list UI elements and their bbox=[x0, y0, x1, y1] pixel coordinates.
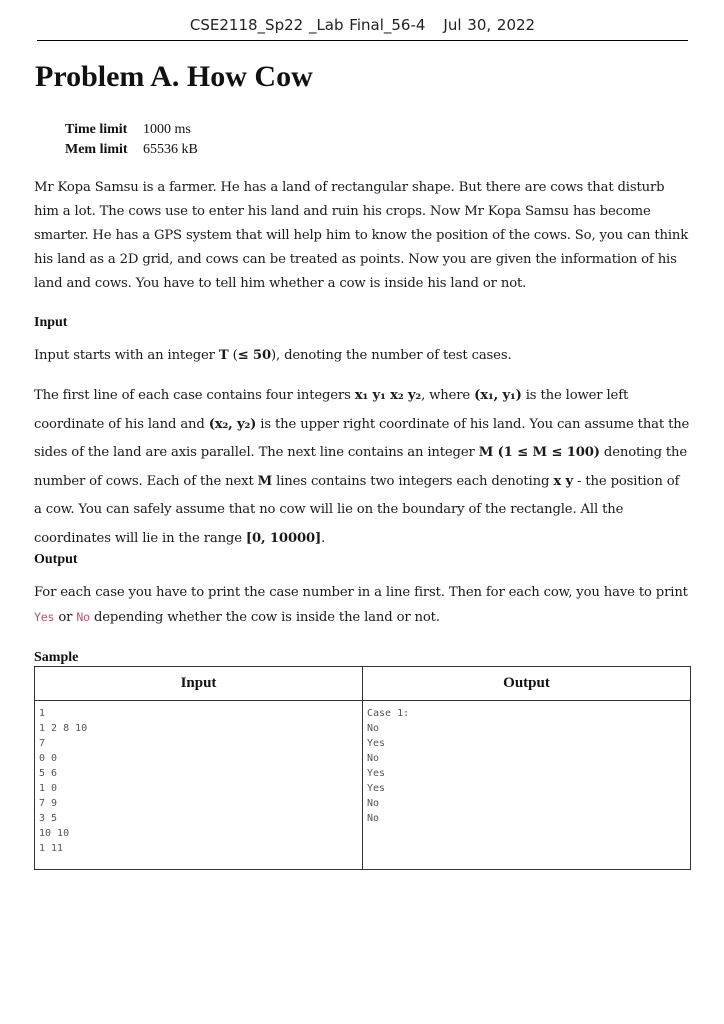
var-xy: x y bbox=[553, 473, 573, 489]
coord-range: [0, 10000] bbox=[245, 530, 322, 546]
no-code: No bbox=[76, 610, 90, 624]
text-run: Input starts with an integer bbox=[34, 348, 219, 363]
course-label: CSE2118_Sp22 _Lab Final_56-4 bbox=[189, 16, 426, 34]
text-run: , where bbox=[421, 388, 475, 403]
var-t: T bbox=[218, 348, 229, 363]
page-header bbox=[37, 16, 688, 41]
problem-title: Problem A. How Cow bbox=[35, 60, 313, 93]
var-m: M bbox=[257, 473, 273, 489]
text-run: ), denoting the number of test cases. bbox=[271, 348, 512, 363]
m-constraint: M (1 ≤ M ≤ 100) bbox=[478, 445, 600, 460]
var-coords: x₁ y₁ x₂ y₂ bbox=[354, 388, 422, 403]
text-run: lines contains two integers each denoting bbox=[272, 473, 554, 489]
date-label: Jul 30, 2022 bbox=[443, 16, 536, 34]
input-heading: Input bbox=[34, 315, 68, 330]
time-limit-row bbox=[65, 120, 198, 140]
text-run: - the position of a cow. You can safely assume that no cow will lie on the boundary of the rectangle. All the coordinates will lie in the range bbox=[34, 473, 680, 546]
sample-input-header: Input bbox=[35, 667, 363, 701]
output-heading: Output bbox=[34, 552, 78, 567]
problem-statement: Mr Kopa Samsu is a farmer. He has a land of rectangular shape. But there are cows that disturb him a lot. The cows use to enter his land and ruin his crops. Now Mr Kopa Samsu has become smarter. He has a GPS system that will help him to know the position of the cows. So, you can think his land as a 2D grid, and cows can be treated as points. Now you are given the information of his land and cows. You have to tell him whether a cow is inside his land or not. bbox=[34, 180, 689, 291]
text-run: The first line of each case contains four integers bbox=[34, 388, 355, 403]
sample-heading: Sample bbox=[34, 650, 79, 665]
mem-limit-value: 65536 kB bbox=[143, 142, 198, 157]
input-paragraph-2 bbox=[34, 382, 690, 553]
sample-input-cell bbox=[35, 701, 363, 870]
text-run: is the lower left coordinate of his land and bbox=[34, 388, 629, 432]
time-limit-label: Time limit bbox=[65, 122, 128, 137]
text-run: or bbox=[54, 610, 77, 625]
text-run: . bbox=[321, 530, 326, 546]
text-run: denoting the number of cows. Each of the next bbox=[34, 445, 688, 489]
mem-limit-row bbox=[65, 140, 198, 160]
text-run: ( bbox=[228, 348, 238, 363]
sample-output-cell bbox=[363, 701, 691, 870]
var-upper-right: (x₂, y₂) bbox=[208, 416, 257, 432]
input-paragraph-1 bbox=[34, 344, 690, 368]
limits-block bbox=[65, 120, 198, 160]
text-run: is the upper right coordinate of his land. You can assume that the sides of the land are axis parallel. The next line contains an integer bbox=[34, 416, 690, 460]
t-constraint: ≤ 50 bbox=[237, 348, 271, 363]
yes-code: Yes bbox=[34, 610, 55, 624]
text-run: For each case you have to print the case number in a line first. Then for each cow, you have to print bbox=[34, 585, 688, 600]
sample-output-text: Case 1: No Yes No Yes Yes No No bbox=[367, 708, 410, 824]
var-lower-left: (x₁, y₁) bbox=[474, 388, 522, 403]
text-run: depending whether the cow is inside the land or not. bbox=[89, 610, 440, 625]
time-limit-value: 1000 ms bbox=[143, 122, 191, 137]
output-paragraph bbox=[34, 581, 690, 630]
sample-output-header: Output bbox=[363, 667, 691, 701]
sample-input-text: 1 1 2 8 10 7 0 0 5 6 1 0 7 9 3 5 10 10 1 11 bbox=[39, 708, 88, 854]
mem-limit-label: Mem limit bbox=[65, 142, 128, 157]
sample-table bbox=[34, 666, 691, 870]
